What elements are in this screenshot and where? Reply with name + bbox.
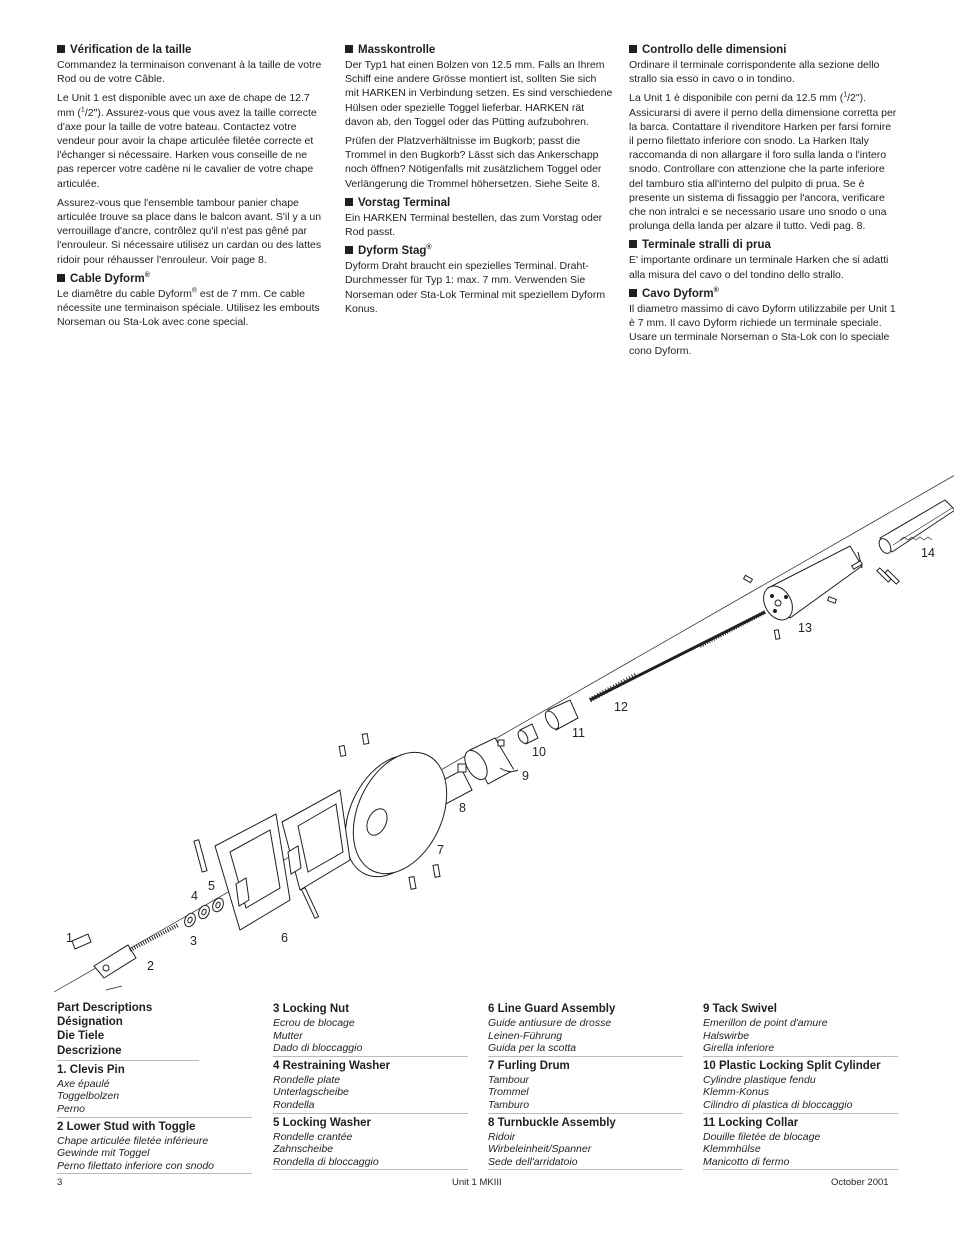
italian-heading-terminal: Terminale stralli di prua xyxy=(629,238,897,252)
part-item: 2 Lower Stud with Toggle Chape articulée filetée inférieure Gewinde mit Toggel Perno filettato inferiore con snodo xyxy=(57,1120,252,1175)
square-bullet-icon xyxy=(629,45,637,53)
callout-7: 7 xyxy=(437,843,444,857)
italian-paragraph: La Unit 1 è disponibile con perni da 12.5 mm ($^1$/2"). Assicurarsi di avere il perno della dimensione corretta per la barca. Contattare il rivenditore Harken per farsi fornire il perno filettato inferiore con snodo. La Harken Italy raccomanda di non allargare il foro sulla landa o l'intero snodo. Controllare con attenzione che la parte inferiore del tamburo stia all'interno del pulpito di prua. Se è presente un sistema di fissaggio per l'ancora, verificare che non intralci e se necessario usare uno snodo o una prolunga della landa per alzare il tutto. Vedi pag. 8. xyxy=(629,91,897,233)
french-paragraph: Commandez la terminaison convenant à la taille de votre Rod ou de votre Câble. xyxy=(57,59,322,86)
part-item: 8 Turnbuckle Assembly Ridoir Wirbeleinheit/Spanner Sede dell'arridatoio xyxy=(488,1116,683,1171)
square-bullet-icon xyxy=(345,45,353,53)
part-item: 3 Locking Nut Ecrou de blocage Mutter Dado di bloccaggio xyxy=(273,1002,468,1057)
locking-cone-part xyxy=(758,546,862,625)
part-item: 9 Tack Swivel Emerillon de point d'amure Halswirbe Girella inferiore xyxy=(703,1002,898,1057)
german-heading-size-check: Masskontrolle xyxy=(345,43,613,57)
page-number: 3 xyxy=(57,1177,63,1188)
italian-heading-dyform: Cavo Dyform® xyxy=(629,287,897,301)
furling-drum-part xyxy=(327,737,465,892)
callout-10: 10 xyxy=(532,745,546,759)
square-bullet-icon xyxy=(345,246,353,254)
nut-and-washers xyxy=(183,897,226,929)
german-paragraph: Ein HARKEN Terminal bestellen, das zum Vorstag oder Rod passt. xyxy=(345,211,603,239)
french-column xyxy=(57,40,325,334)
german-heading-dyform: Dyform Stag® xyxy=(345,244,613,258)
parts-heading: Part Descriptions Désignation Die Tiele Descrizione xyxy=(57,1002,199,1061)
french-paragraph: Assurez-vous que l'ensemble tambour panier chape articulée trouve sa place dans le balcon avant. S'il y a un verrouillage d'ancre, contrôlez qu'il n'est pas gêné par l'enrouleur. Si nécessaire utilisez un cardan ou des lattes ridoir pour réhausser l'enrouleur. Voir page 8. xyxy=(57,196,322,266)
tack-swivel-part xyxy=(460,738,518,784)
split-cylinder-part xyxy=(516,724,538,745)
parts-column-4 xyxy=(703,1002,898,1172)
part-item: 1. Clevis Pin Axe épaulé Toggelbolzen Perno xyxy=(57,1063,252,1118)
callout-5: 5 xyxy=(208,879,215,893)
german-heading-terminal: Vorstag Terminal xyxy=(345,196,613,210)
german-column xyxy=(345,40,613,321)
lower-stud-part xyxy=(94,925,178,978)
italian-heading-size-check: Controllo delle dimensioni xyxy=(629,43,897,57)
square-bullet-icon xyxy=(57,274,65,282)
callout-9: 9 xyxy=(522,769,529,783)
callout-14: 14 xyxy=(921,546,935,560)
callout-11: 11 xyxy=(572,726,585,740)
parts-column-1 xyxy=(57,1002,252,1176)
italian-paragraph: Il diametro massimo di cavo Dyform utilizzabile per Unit 1 è 7 mm. Il cavo Dyform richiede un terminale speciale. Usare un terminale Norseman o Sta-Lok con lo speciale cono Dyform. xyxy=(629,302,896,358)
italian-paragraph: E' importante ordinare un terminale Harken che si adatti alla misura del cavo o del tondino dello strallo. xyxy=(629,254,889,281)
callout-13: 13 xyxy=(798,621,812,635)
part-item: 7 Furling Drum Tambour Trommel Tamburo xyxy=(488,1059,683,1114)
parts-column-3 xyxy=(488,1002,683,1172)
french-heading-dyform: Cable Dyform® xyxy=(57,272,325,286)
callout-12: 12 xyxy=(614,700,628,714)
parts-column-2 xyxy=(273,1002,468,1172)
part-item: 6 Line Guard Assembly Guide antiusure de drosse Leinen-Führung Guida per la scotta xyxy=(488,1002,683,1057)
part-item: 11 Locking Collar Douille filetée de blocage Klemmhülse Manicotto di fermo xyxy=(703,1116,898,1171)
exploded-parts-diagram xyxy=(0,470,954,1010)
german-paragraph: Der Typ1 hat einen Bolzen von 12.5 mm. Falls an Ihrem Schiff eine andere Grösse montiert ist, sollten Sie sich mit HARKEN in Verbindung setzen. Es sind verschiedene Hülsen oder spezielle Toggel lieferbar. HARKEN rät davon ab, den Toggel oder das Pütting aufzubohren. xyxy=(345,59,613,128)
callout-1: 1 xyxy=(66,931,73,945)
footer-model: Unit 1 MKIII xyxy=(452,1177,502,1188)
french-paragraph: Le diamêtre du cable Dyform® est de 7 mm. Ce cable nécessite une terminaison spéciale. Utilisez les embouts Norseman ou Sta-Lok avec cone special. xyxy=(57,287,320,329)
footer-date: October 2001 xyxy=(831,1177,889,1188)
italian-paragraph: Ordinare il terminale corrispondente alla sezione dello strallo sia esso in cavo o in tondino. xyxy=(629,59,880,86)
threaded-rod-part xyxy=(590,612,765,700)
german-paragraph: Dyform Draht braucht ein spezielles Terminal. Draht-Durchmesser für Typ 1: max. 7 mm. Verwenden Sie Norseman oder Sta-Lok Terminal mit speziellem Dyform Konus. xyxy=(345,260,606,315)
part-item: 10 Plastic Locking Split Cylinder Cylindre plastique fendu Klemm-Konus Cilindro di plastica di bloccaggio xyxy=(703,1059,898,1114)
italian-column xyxy=(629,40,897,364)
square-bullet-icon xyxy=(57,45,65,53)
french-paragraph: Le Unit 1 est disponible avec un axe de chape de 12.7 mm ($^1$/2"). Assurez-vous que vous avez la taille correcte d'axe pour la taille de votre bateau. Contactez votre vendeur pour avoir la chape articulée filetée correcte et l'échanger si nécessaire. Harken vous conseille de ne pas repercer votre cadène ni le cavalier de votre chape articulée. xyxy=(57,92,317,190)
part-item: 5 Locking Washer Rondelle crantée Zahnscheibe Rondella di bloccaggio xyxy=(273,1116,468,1171)
clevis-pin-part xyxy=(72,934,91,949)
part-item: 4 Restraining Washer Rondelle plate Unterlagscheibe Rondella xyxy=(273,1059,468,1114)
square-bullet-icon xyxy=(629,289,637,297)
callout-8: 8 xyxy=(459,801,466,815)
german-paragraph: Prüfen der Platzverhältnisse im Bugkorb; passt die Trommel in den Bugkorb? Lässt sich das Ankerschapp noch öffnen? Nötigenfalls mit zusätzlichem Toggel oder Verlängerung die Trommel höhersetzen. Siehe Seite 8. xyxy=(345,135,602,190)
square-bullet-icon xyxy=(629,240,637,248)
callout-6: 6 xyxy=(281,931,288,945)
callout-4: 4 xyxy=(191,889,198,903)
callout-3: 3 xyxy=(190,934,197,948)
foil-extrusion-part xyxy=(877,500,954,555)
square-bullet-icon xyxy=(345,198,353,206)
french-heading-size-check: Vérification de la taille xyxy=(57,43,325,57)
callout-2: 2 xyxy=(147,959,154,973)
